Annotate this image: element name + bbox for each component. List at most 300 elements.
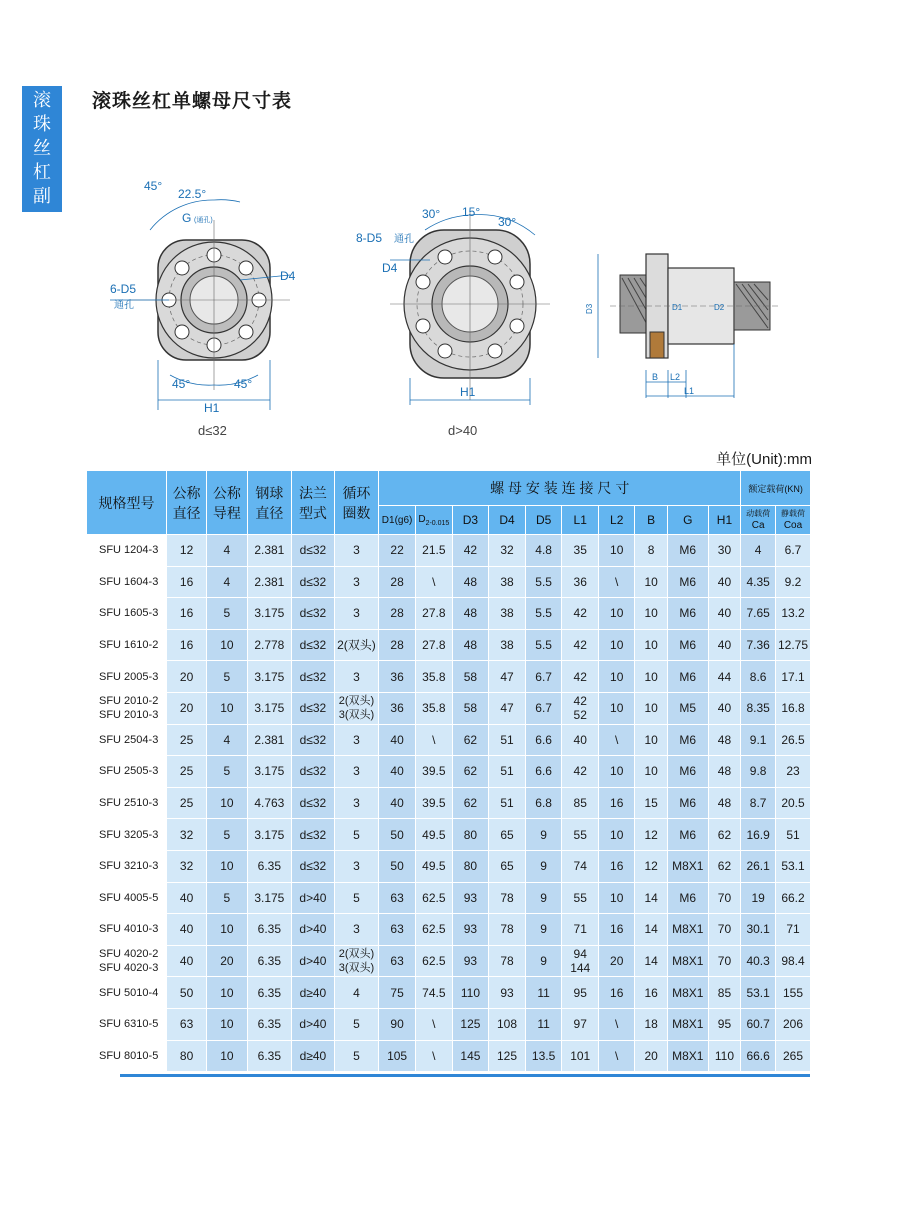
- cell-d2: 62.5: [416, 914, 453, 946]
- col-l2: L2: [599, 506, 635, 535]
- cell-line: 5: [353, 827, 360, 842]
- angle-label: 45°: [144, 179, 163, 193]
- cell-l2: 10: [599, 629, 635, 661]
- cell-line: 74: [573, 859, 587, 874]
- angle-label: 45°: [172, 377, 191, 391]
- cell-d3: 42: [452, 535, 489, 567]
- cell-l2: 16: [599, 977, 635, 1009]
- cell-g: M6: [667, 882, 708, 914]
- cell-d: 25: [166, 724, 206, 756]
- cell-d1: 28: [379, 629, 416, 661]
- cell-line: 3: [353, 574, 360, 589]
- cell-d3: 62: [452, 787, 489, 819]
- cell-d4: 47: [489, 661, 526, 693]
- cell-flange: d>40: [292, 1008, 335, 1040]
- cell-ca: 19: [741, 882, 776, 914]
- cell-ph: 4: [207, 724, 247, 756]
- cell-h1: 40: [708, 598, 741, 630]
- cell-coa: 206: [775, 1008, 810, 1040]
- cell-d2: 49.5: [416, 819, 453, 851]
- cell-line: 55: [573, 890, 587, 905]
- d1-label: D1: [672, 303, 683, 312]
- cell-ca: 8.35: [741, 692, 776, 724]
- cell-d3: 145: [452, 1040, 489, 1072]
- col-g: G: [667, 506, 708, 535]
- cell-circ: [334, 945, 378, 977]
- cell-ph: 10: [207, 850, 247, 882]
- cell-ph: 10: [207, 692, 247, 724]
- cell-l1: [562, 1008, 599, 1040]
- model-line: SFU 2010-3: [99, 709, 159, 722]
- cell-ph: 5: [207, 598, 247, 630]
- header-text: 静载荷: [780, 509, 805, 518]
- table-row: [87, 819, 811, 851]
- cell-coa: 6.7: [775, 535, 810, 567]
- cell-g: M6: [667, 566, 708, 598]
- cell-d1: 63: [379, 914, 416, 946]
- cell-line: 3: [353, 543, 360, 558]
- cell-l2: 16: [599, 850, 635, 882]
- cell-h1: 48: [708, 756, 741, 788]
- cell-d4: 65: [489, 850, 526, 882]
- cell-line: 52: [573, 708, 587, 723]
- section-tab-char: 珠: [33, 114, 51, 135]
- header-text: 公称: [212, 484, 241, 501]
- cell-coa: 16.8: [775, 692, 810, 724]
- cell-d2: 74.5: [416, 977, 453, 1009]
- header-text: Coa: [783, 520, 803, 531]
- cell-d5: 6.6: [525, 756, 562, 788]
- cell-b: 10: [635, 724, 667, 756]
- model-line: SFU 1204-3: [99, 544, 159, 557]
- cell-ball: 6.35: [247, 977, 292, 1009]
- cell-g: M6: [667, 629, 708, 661]
- d4-label: D4: [382, 261, 398, 275]
- cell-d5: 9: [525, 819, 562, 851]
- cell-ca: 60.7: [741, 1008, 776, 1040]
- l1-label: L1: [684, 386, 695, 396]
- cell-model: [87, 945, 167, 977]
- cell-d3: 110: [452, 977, 489, 1009]
- cell-d: 32: [166, 819, 206, 851]
- cell-ball: 6.35: [247, 850, 292, 882]
- spec-table-body: [87, 535, 811, 1072]
- table-row: [87, 1040, 811, 1072]
- cell-ball: 2.381: [247, 535, 292, 567]
- cell-d4: 38: [489, 566, 526, 598]
- cell-d1: 90: [379, 1008, 416, 1040]
- cell-line: 94: [573, 947, 587, 962]
- cell-flange: d≤32: [292, 598, 335, 630]
- cell-model: [87, 724, 167, 756]
- table-row: [87, 661, 811, 693]
- cell-h1: 70: [708, 882, 741, 914]
- cell-d2: \: [416, 724, 453, 756]
- cell-coa: 9.2: [775, 566, 810, 598]
- cell-line: 101: [570, 1048, 591, 1063]
- cell-flange: d≤32: [292, 566, 335, 598]
- l2-label: L2: [670, 372, 681, 382]
- cell-g: M8X1: [667, 977, 708, 1009]
- cell-circ: [334, 756, 378, 788]
- cell-d2: 39.5: [416, 756, 453, 788]
- cell-model: [87, 882, 167, 914]
- cell-ph: 5: [207, 756, 247, 788]
- header-text: Ca: [751, 520, 765, 531]
- cell-line: 3(双头): [338, 709, 375, 722]
- page-title: 滚珠丝杠单螺母尺寸表: [92, 90, 293, 112]
- col-circuits: [334, 471, 378, 535]
- table-row: [87, 535, 811, 567]
- cell-d1: 105: [379, 1040, 416, 1072]
- cell-d2: 62.5: [416, 945, 453, 977]
- cell-b: 14: [635, 945, 667, 977]
- cell-d4: 93: [489, 977, 526, 1009]
- cell-d4: 78: [489, 882, 526, 914]
- cell-g: M8X1: [667, 1008, 708, 1040]
- cell-line: 3: [353, 764, 360, 779]
- table-row: [87, 787, 811, 819]
- header-text: D: [418, 513, 426, 525]
- h1-label: H1: [460, 385, 476, 399]
- cell-l2: 16: [599, 787, 635, 819]
- technical-drawings: [90, 160, 810, 450]
- cell-model: [87, 1040, 167, 1072]
- flange-drawing-large: [390, 210, 550, 405]
- header-text: 型式: [298, 504, 327, 521]
- cell-h1: 95: [708, 1008, 741, 1040]
- cell-h1: 85: [708, 977, 741, 1009]
- cell-d4: 108: [489, 1008, 526, 1040]
- header-text: 法兰: [298, 484, 327, 501]
- cell-d3: 93: [452, 945, 489, 977]
- col-coa: [775, 506, 810, 535]
- cell-h1: 40: [708, 629, 741, 661]
- cell-model: [87, 1008, 167, 1040]
- model-line: SFU 5010-4: [99, 986, 159, 999]
- cell-l1: [562, 819, 599, 851]
- cell-d: 25: [166, 787, 206, 819]
- table-row: [87, 724, 811, 756]
- cell-line: 42: [573, 694, 587, 709]
- cell-line: 5: [353, 1017, 360, 1032]
- table-bottom-rule: [120, 1074, 810, 1077]
- cell-d5: 6.8: [525, 787, 562, 819]
- cell-l2: 20: [599, 945, 635, 977]
- cell-b: 10: [635, 661, 667, 693]
- g-note: (通孔): [194, 217, 213, 224]
- cell-l2: \: [599, 1040, 635, 1072]
- cell-d5: 9: [525, 850, 562, 882]
- cell-line: 5: [353, 890, 360, 905]
- col-flange: [292, 471, 335, 535]
- h1-label: H1: [204, 401, 220, 415]
- cell-ph: 5: [207, 819, 247, 851]
- cell-b: 10: [635, 598, 667, 630]
- model-line: SFU 6310-5: [99, 1018, 159, 1031]
- cell-d: 12: [166, 535, 206, 567]
- cell-d2: 27.8: [416, 598, 453, 630]
- cell-d: 40: [166, 945, 206, 977]
- cell-line: 2(双头): [337, 638, 376, 653]
- cell-d4: 51: [489, 787, 526, 819]
- table-row: [87, 598, 811, 630]
- cell-flange: d≤32: [292, 787, 335, 819]
- cell-ph: 5: [207, 661, 247, 693]
- cell-line: 5: [353, 1048, 360, 1063]
- cell-ca: 9.1: [741, 724, 776, 756]
- cell-h1: 44: [708, 661, 741, 693]
- cell-l1: [562, 535, 599, 567]
- model-line: SFU 3210-3: [99, 860, 159, 873]
- cell-d1: 28: [379, 566, 416, 598]
- col-ca: [741, 506, 776, 535]
- cell-d4: 32: [489, 535, 526, 567]
- cell-h1: 62: [708, 819, 741, 851]
- cell-h1: 48: [708, 724, 741, 756]
- cell-l1: [562, 787, 599, 819]
- cell-l2: 16: [599, 914, 635, 946]
- cell-l2: 10: [599, 819, 635, 851]
- cell-ca: 8.7: [741, 787, 776, 819]
- cell-g: M6: [667, 819, 708, 851]
- cell-ca: 8.6: [741, 661, 776, 693]
- cell-d: 16: [166, 566, 206, 598]
- table-row: [87, 1008, 811, 1040]
- cell-d3: 125: [452, 1008, 489, 1040]
- cell-d2: 35.8: [416, 661, 453, 693]
- col-h1: H1: [708, 506, 741, 535]
- cell-line: 42: [573, 764, 587, 779]
- cell-b: 10: [635, 756, 667, 788]
- d3-label: D3: [585, 303, 594, 314]
- cell-d4: 78: [489, 945, 526, 977]
- cell-d: 20: [166, 661, 206, 693]
- table-row: [87, 977, 811, 1009]
- caption-large: d>40: [448, 423, 478, 438]
- model-line: SFU 1610-2: [99, 639, 159, 652]
- cell-h1: 30: [708, 535, 741, 567]
- cell-line: 2(双头): [338, 948, 375, 961]
- model-line: SFU 4020-2: [99, 948, 159, 961]
- cell-model: [87, 914, 167, 946]
- cell-g: M6: [667, 756, 708, 788]
- cell-d5: 11: [525, 1008, 562, 1040]
- cell-ca: 40.3: [741, 945, 776, 977]
- cell-d: 63: [166, 1008, 206, 1040]
- angle-label: 22.5°: [178, 187, 207, 201]
- cell-d: 32: [166, 850, 206, 882]
- col-d3: D3: [452, 506, 489, 535]
- cell-b: 12: [635, 850, 667, 882]
- cell-line: 36: [573, 574, 587, 589]
- cell-g: M8X1: [667, 945, 708, 977]
- cell-d3: 48: [452, 598, 489, 630]
- cell-d2: \: [416, 566, 453, 598]
- cell-d: 20: [166, 692, 206, 724]
- cell-ph: 4: [207, 566, 247, 598]
- cell-ca: 26.1: [741, 850, 776, 882]
- cell-g: M5: [667, 692, 708, 724]
- spec-table: [86, 470, 811, 1072]
- cell-g: M6: [667, 598, 708, 630]
- cell-d4: 125: [489, 1040, 526, 1072]
- table-row: [87, 566, 811, 598]
- cell-d5: 13.5: [525, 1040, 562, 1072]
- cell-g: M6: [667, 787, 708, 819]
- model-line: SFU 2504-3: [99, 733, 159, 746]
- cell-ball: 2.778: [247, 629, 292, 661]
- col-b: B: [635, 506, 667, 535]
- cell-model: [87, 977, 167, 1009]
- cell-d3: 48: [452, 566, 489, 598]
- cell-b: 14: [635, 914, 667, 946]
- cell-coa: 20.5: [775, 787, 810, 819]
- header-text: 直径: [172, 504, 201, 521]
- cell-flange: d≤32: [292, 819, 335, 851]
- cell-d1: 75: [379, 977, 416, 1009]
- model-line: SFU 1604-3: [99, 575, 159, 588]
- model-line: SFU 3205-3: [99, 828, 159, 841]
- d2-label: D2: [714, 303, 725, 312]
- model-line: SFU 1605-3: [99, 607, 159, 620]
- cell-ph: 10: [207, 914, 247, 946]
- cell-flange: d>40: [292, 914, 335, 946]
- section-tab: [22, 86, 62, 212]
- cell-model: [87, 535, 167, 567]
- cell-d: 16: [166, 598, 206, 630]
- cell-ph: 10: [207, 787, 247, 819]
- cell-d2: 39.5: [416, 787, 453, 819]
- cell-d1: 50: [379, 850, 416, 882]
- cell-model: [87, 692, 167, 724]
- cell-line: 42: [573, 638, 587, 653]
- cell-circ: [334, 535, 378, 567]
- cell-ball: 4.763: [247, 787, 292, 819]
- table-row: [87, 850, 811, 882]
- col-d2: [416, 506, 453, 535]
- cell-ball: 3.175: [247, 819, 292, 851]
- cell-ball: 6.35: [247, 945, 292, 977]
- cell-ph: 20: [207, 945, 247, 977]
- col-ball: [247, 471, 292, 535]
- cell-l2: 10: [599, 598, 635, 630]
- cell-d3: 48: [452, 629, 489, 661]
- col-group-dimensions: 螺 母 安 装 连 接 尺 寸: [379, 471, 741, 506]
- cell-h1: 48: [708, 787, 741, 819]
- cell-b: 10: [635, 692, 667, 724]
- cell-d3: 62: [452, 724, 489, 756]
- cell-g: M8X1: [667, 914, 708, 946]
- cell-flange: d≤32: [292, 535, 335, 567]
- cell-circ: [334, 1040, 378, 1072]
- cell-coa: 23: [775, 756, 810, 788]
- cell-circ: [334, 692, 378, 724]
- cell-d3: 93: [452, 882, 489, 914]
- cell-circ: [334, 977, 378, 1009]
- cell-ball: 3.175: [247, 661, 292, 693]
- cell-line: 85: [573, 796, 587, 811]
- cell-b: 16: [635, 977, 667, 1009]
- cell-line: 2(双头): [338, 695, 375, 708]
- section-tab-char: 杠: [33, 162, 51, 183]
- model-line: SFU 2010-2: [99, 695, 159, 708]
- cell-ca: 7.36: [741, 629, 776, 661]
- cell-h1: 40: [708, 566, 741, 598]
- cell-circ: [334, 566, 378, 598]
- cell-ca: 9.8: [741, 756, 776, 788]
- cell-ball: 6.35: [247, 1040, 292, 1072]
- cell-ca: 53.1: [741, 977, 776, 1009]
- cell-ca: 4.35: [741, 566, 776, 598]
- cell-ph: 10: [207, 1008, 247, 1040]
- unit-label: 单位(Unit):mm: [716, 451, 812, 468]
- cell-coa: 98.4: [775, 945, 810, 977]
- cell-line: 42: [573, 669, 587, 684]
- cell-d3: 93: [452, 914, 489, 946]
- cell-ball: 6.35: [247, 1008, 292, 1040]
- cell-d1: 40: [379, 724, 416, 756]
- header-text: 钢球: [255, 484, 284, 501]
- model-line: SFU 2510-3: [99, 797, 159, 810]
- cell-ball: 3.175: [247, 692, 292, 724]
- model-line: SFU 2005-3: [99, 670, 159, 683]
- cell-ph: 10: [207, 977, 247, 1009]
- cell-coa: 265: [775, 1040, 810, 1072]
- cell-coa: 12.75: [775, 629, 810, 661]
- cell-b: 8: [635, 535, 667, 567]
- cell-b: 10: [635, 566, 667, 598]
- col-model: 规格型号: [87, 471, 167, 535]
- cell-circ: [334, 724, 378, 756]
- cell-l2: 10: [599, 756, 635, 788]
- cell-circ: [334, 882, 378, 914]
- cell-d3: 62: [452, 756, 489, 788]
- cell-d4: 65: [489, 819, 526, 851]
- angle-label: 30°: [498, 215, 517, 229]
- cell-model: [87, 598, 167, 630]
- d4-label: D4: [280, 269, 296, 283]
- cell-line: 3(双头): [338, 962, 375, 975]
- cell-d: 80: [166, 1040, 206, 1072]
- table-row: [87, 692, 811, 724]
- col-d1: D1(g6): [379, 506, 416, 535]
- cell-model: [87, 566, 167, 598]
- cell-line: 42: [573, 606, 587, 621]
- cell-flange: d>40: [292, 882, 335, 914]
- cell-d2: \: [416, 1008, 453, 1040]
- cell-ball: 2.381: [247, 724, 292, 756]
- cell-line: 40: [573, 732, 587, 747]
- cell-l1: [562, 598, 599, 630]
- cell-l1: [562, 882, 599, 914]
- model-line: SFU 4010-3: [99, 923, 159, 936]
- cell-d5: 4.8: [525, 535, 562, 567]
- cell-ball: 6.35: [247, 914, 292, 946]
- cell-d2: 35.8: [416, 692, 453, 724]
- cell-d5: 9: [525, 914, 562, 946]
- cell-coa: 17.1: [775, 661, 810, 693]
- cell-circ: [334, 629, 378, 661]
- cell-line: 3: [353, 796, 360, 811]
- cell-line: 3: [353, 922, 360, 937]
- cell-flange: d≤32: [292, 629, 335, 661]
- col-d4: D4: [489, 506, 526, 535]
- cell-l1: [562, 566, 599, 598]
- cell-flange: d≤32: [292, 692, 335, 724]
- cell-coa: 66.2: [775, 882, 810, 914]
- angle-label: 45°: [234, 377, 253, 391]
